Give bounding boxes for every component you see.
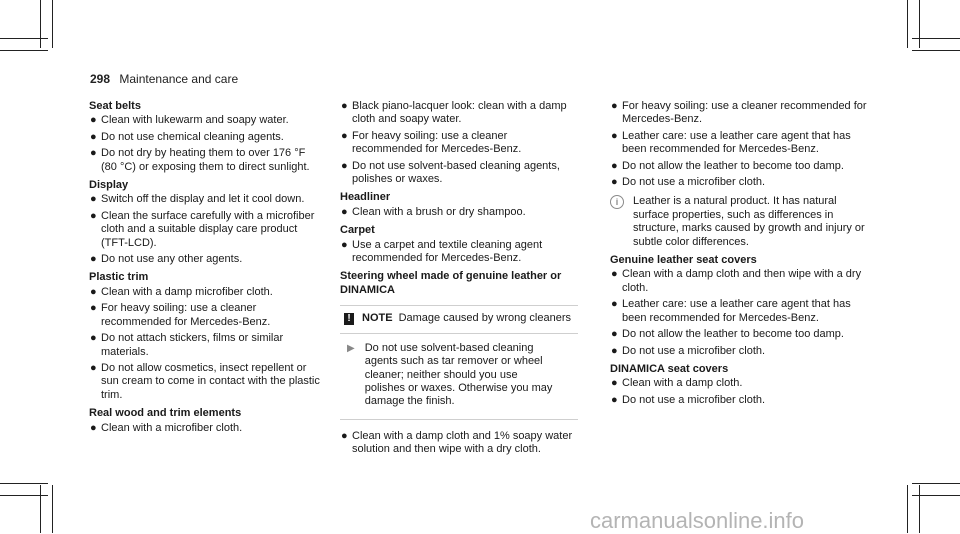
list-item: ● Do not use any other agents. [90,253,243,266]
crop-mark [52,485,53,533]
bullet-icon: ● [90,193,97,206]
section-heading-real-wood: Real wood and trim elements [89,407,242,420]
section-title: Maintenance and care [119,72,239,86]
crop-mark [912,50,960,51]
crop-mark [912,495,960,496]
list-item: ● Clean with a damp microfiber cloth. [90,285,273,298]
column-1 [89,100,321,438]
section-heading-dinamica: DINAMICA seat covers [610,362,729,375]
note-body [340,334,578,420]
list-item: ● Do not use a microfiber cloth. [611,393,766,406]
page-number: 298 [90,72,111,86]
info-note [610,195,870,249]
bullet-icon: ● [90,361,97,374]
section-heading-display: Display [89,179,129,192]
crop-mark [40,485,41,533]
bullet-icon: ● [341,129,348,142]
bullet-icon: ● [611,176,618,189]
section-heading-carpet: Carpet [340,224,375,237]
bullet-icon: ● [90,253,97,266]
info-text: Leather is a natural product. It has natural surface properties, such as differences in structure, marks caused by growth and injury or subtle color differences. [633,195,865,248]
list-item: ● Clean the surface carefully with a microfiber cloth and a suitable display care product (TFT-LCD). [90,209,315,249]
section-heading-genuine-leather: Genuine leather seat covers [610,254,757,267]
bullet-icon: ● [341,238,348,251]
list-item: ● Clean with lukewarm and soapy water. [90,114,289,127]
list-item: ● Use a carpet and textile cleaning agent recommended for Mercedes-Benz. [341,238,543,265]
note-box [340,305,578,419]
watermark: carmanualsonline.info [590,508,805,533]
list-item: ● For heavy soiling: use a cleaner recommended for Mercedes-Benz. [341,129,522,156]
bullet-icon: ● [341,100,348,112]
crop-mark [0,38,48,39]
bullet-icon: ● [611,129,618,142]
bullet-icon: ● [90,285,97,298]
crop-mark [40,0,41,48]
bullet-icon: ● [90,302,97,315]
crop-mark [0,495,48,496]
bullet-icon: ● [611,100,618,112]
bullet-icon: ● [341,159,348,172]
list-item: ● Black piano-lacquer look: clean with a damp cloth and soapy water. [341,100,567,126]
crop-mark [0,50,48,51]
note-header [340,306,578,333]
crop-mark [52,0,53,48]
section-heading-seat-belts: Seat belts [89,100,141,112]
column-3 [610,100,870,410]
bullet-icon: ● [611,159,618,172]
arrow-right-icon: ▶ [347,342,355,354]
section-heading-headliner: Headliner [340,191,391,204]
list-item: ● Do not dry by heating them to over 176 °F (80 °C) or exposing them to direct sunlight. [90,147,310,173]
bullet-icon: ● [90,421,97,434]
bullet-icon: ● [611,377,618,390]
list-item: ● Clean with a microfiber cloth. [90,421,243,434]
list-item: ● Do not allow the leather to become too damp. [611,328,844,341]
list-item: ● Do not use solvent-based cleaning agents, polishes or waxes. [341,159,560,186]
crop-mark [919,485,920,533]
section-heading-plastic-trim: Plastic trim [89,271,149,284]
list-item: ● Leather care: use a leather care agent that has been recommended for Mercedes-Benz. [611,298,851,324]
bullet-icon: ● [90,147,97,160]
crop-mark [919,0,920,48]
crop-mark [907,485,908,533]
bullet-icon: ● [90,114,97,127]
list-item: ● Leather care: use a leather care agent that has been recommended for Mercedes-Benz. [611,129,851,156]
note-title: Damage caused by wrong cleaners [398,312,571,325]
list-item: ● Clean with a brush or dry shampoo. [341,205,526,218]
crop-mark [912,38,960,39]
bullet-icon: ● [611,298,618,311]
list-item: ● Clean with a damp cloth and 1% soapy water solution and then wipe with a dry cloth. [341,429,573,456]
list-item: ● Clean with a damp cloth. [611,377,743,390]
info-icon: i [610,195,624,209]
warning-icon: ! [344,313,354,325]
crop-mark [912,483,960,484]
list-item: ● Do not allow cosmetics, insect repellent or sun cream to come in contact with the plastic trim. [90,361,320,401]
crop-mark [907,0,908,48]
list-item: ● Do not attach stickers, films or similar materials. [90,332,284,358]
list-item: ● For heavy soiling: use a cleaner recommended for Mercedes-Benz. [90,302,271,328]
bullet-icon: ● [611,268,618,281]
list-item: ● Do not use a microfiber cloth. [611,176,766,189]
list-item: ● Switch off the display and let it cool down. [90,193,305,206]
crop-mark [0,483,48,484]
list-item: ● Do not use chemical cleaning agents. [90,130,284,143]
bullet-icon: ● [90,130,97,143]
list-item: ● For heavy soiling: use a cleaner recommended for Mercedes-Benz. [611,100,867,126]
section-heading-steering-wheel: Steering wheel made of genuine leather or DINAMICA [340,270,562,296]
list-item: ● Clean with a damp cloth and then wipe with a dry cloth. [611,268,862,294]
list-item: ● Do not use a microfiber cloth. [611,344,766,357]
bullet-icon: ● [611,344,618,357]
note-text: Do not use solvent-based cleaning agents such as tar remover or wheel cleaner; neither should you use polishes or waxes. Otherwise you may damage the finish. [364,341,553,408]
bullet-icon: ● [611,328,618,341]
bullet-icon: ● [611,393,618,406]
bullet-icon: ● [90,209,97,222]
bullet-icon: ● [90,332,97,345]
bullet-icon: ● [341,429,348,442]
note-label: NOTE [362,312,393,325]
bullet-icon: ● [341,205,348,218]
column-2 [340,100,578,460]
page-header [90,72,238,86]
list-item: ● Do not allow the leather to become too damp. [611,159,844,172]
